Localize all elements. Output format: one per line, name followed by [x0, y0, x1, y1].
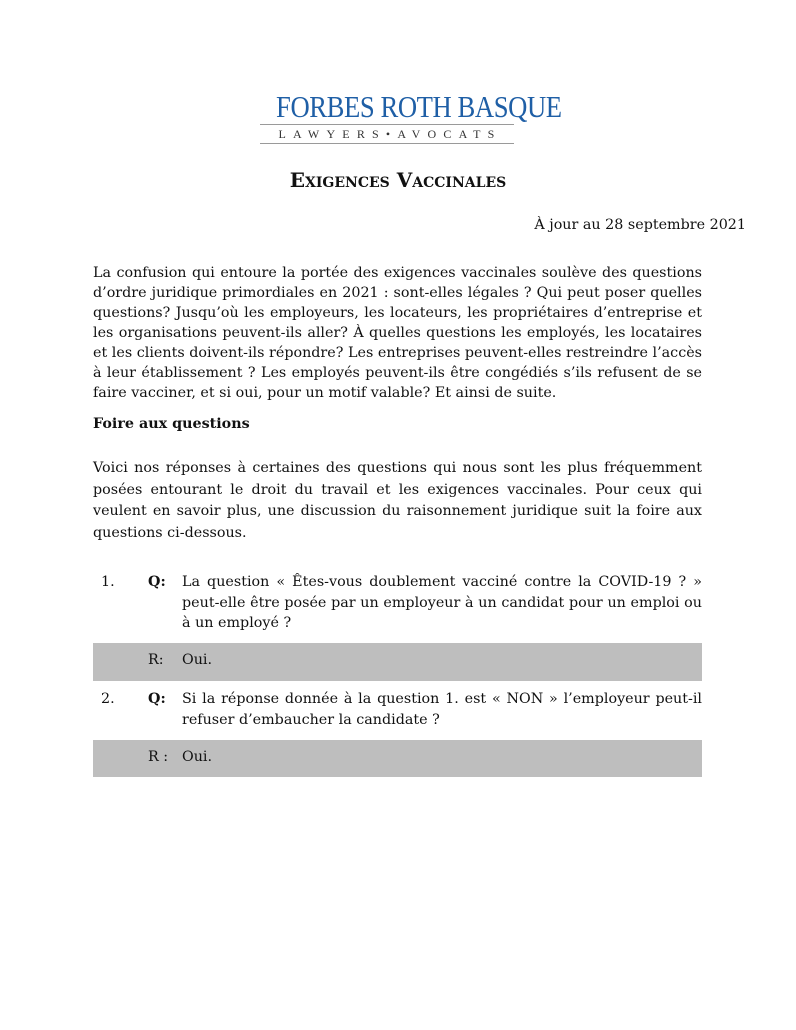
answer-label: R :: [148, 749, 169, 765]
faq-answer-2: [93, 740, 702, 777]
document-title: Exigences Vaccinales: [289, 168, 507, 192]
answer-label: R:: [148, 652, 164, 668]
faq-heading: Foire aux questions: [93, 416, 250, 432]
question-label: Q:: [148, 691, 166, 707]
logo-firm-name: FORBES ROTH BASQUE: [276, 89, 562, 124]
question-label: Q:: [148, 574, 166, 590]
question-text: Si la réponse donnée à la question 1. est « NON » l’employeur peut-il refuser d’embaucher la candidate ?: [182, 691, 702, 728]
question-number: 2.: [101, 691, 115, 707]
answer-text: Oui.: [182, 749, 213, 765]
faq-intro-paragraph: Voici nos réponses à certaines des questions qui nous sont les plus fréquemment posées entourant le droit du travail et les exigences vaccinales. Pour ceux qui veulent en savoir plus, une discussion du raisonnement juridique suit la foire aux questions ci-dessous.: [93, 460, 702, 541]
faq-answer-1: [93, 643, 702, 681]
question-text: La question « Êtes-vous doublement vacciné contre la COVID-19 ? » peut-elle être posée par un employeur à un candidat pour un emploi ou à un employé ?: [182, 574, 702, 631]
question-number: 1.: [101, 574, 115, 590]
logo-divider: [260, 124, 514, 125]
logo-tagline: LAWYERS•AVOCATS: [278, 127, 502, 141]
logo-divider-bottom: [260, 143, 514, 144]
intro-paragraph: La confusion qui entoure la portée des exigences vaccinales soulève des questions d’ordre juridique primordiales en 2021 : sont-elles légales ? Qui peut poser quelles questions? Jusqu’où les employeurs, les locateurs, les propriétaires d’entreprise et les organisations peuvent-ils aller? À quelles questions les employés, les locataires et les clients doivent-ils répondre? Les entreprises peuvent-elles restreindre l’accès à leur établissement ? Les employés peuvent-ils être congédiés s’ils refusent de se faire vacciner, et si oui, pour un motif valable? Et ainsi de suite.: [93, 265, 702, 401]
document-date: À jour au 28 septembre 2021: [534, 217, 746, 233]
firm-logo: [258, 89, 562, 144]
answer-text: Oui.: [182, 652, 213, 668]
